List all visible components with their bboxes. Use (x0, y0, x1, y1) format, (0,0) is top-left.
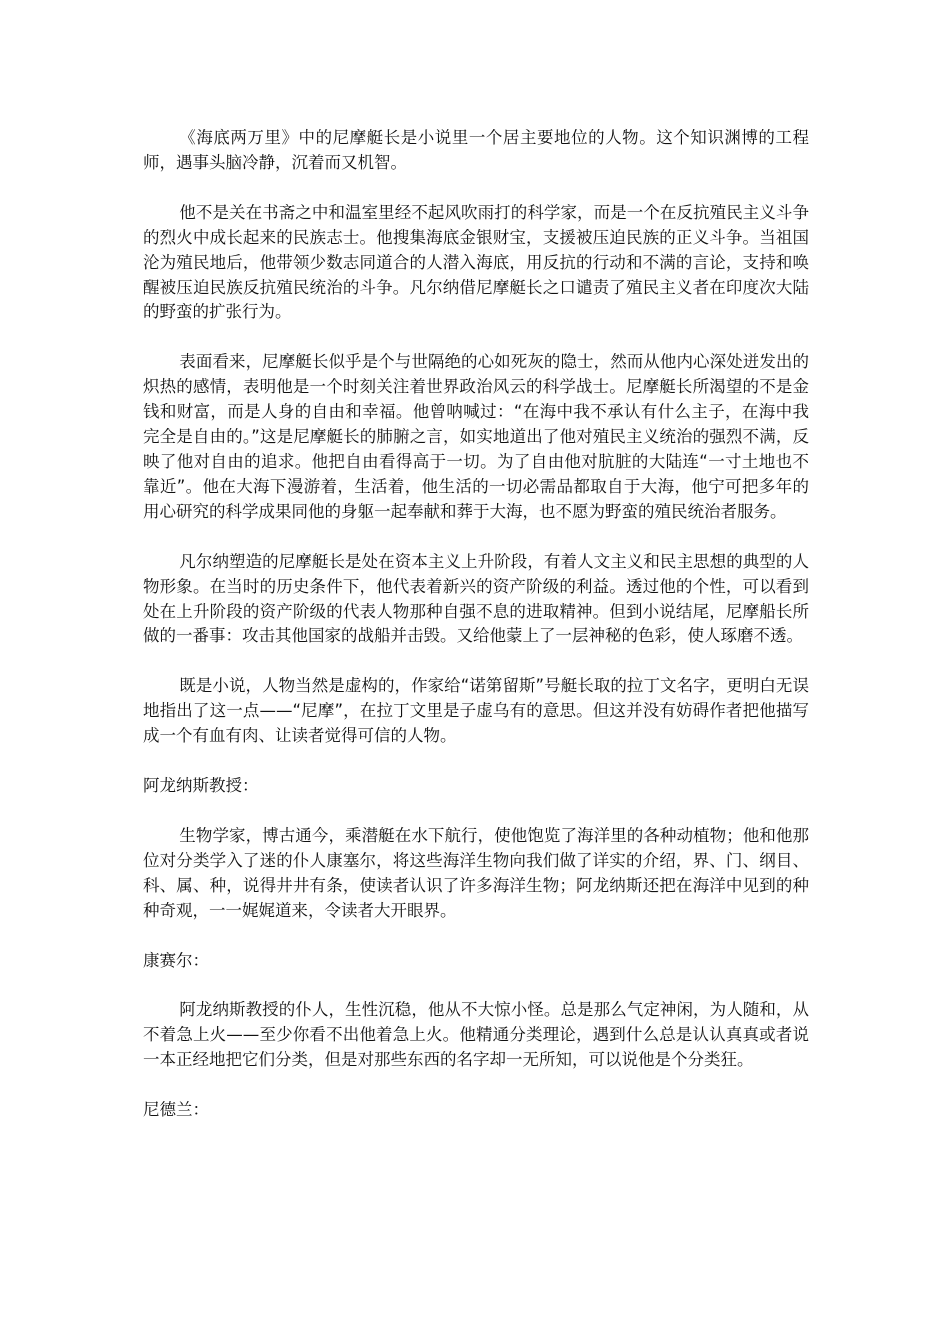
document-body (143, 126, 809, 1148)
paragraph-aronnax: 生物学家，博古通今，乘潜艇在水下航行，使他饱览了海洋里的各种动植物；他和他那位对分类学入了迷的仆人康塞尔，将这些海洋生物向我们做了详实的介绍，界、门、纲目、科、属、种，说得井井有条，使读者认识了许多海洋生物；阿龙纳斯还把在海洋中见到的种种奇观，一一娓娓道来，令读者大开眼界。 (143, 825, 809, 920)
paragraph-nemo-intro: 《海底两万里》中的尼摩艇长是小说里一个居主要地位的人物。这个知识渊博的工程师，遇事头脑冷静，沉着而又机智。 (143, 128, 809, 172)
paragraph-nemo-fighter: 他不是关在书斋之中和温室里经不起风吹雨打的科学家，而是一个在反抗殖民主义斗争的烈火中成长起来的民族志士。他搜集海底金银财宝，支援被压迫民族的正义斗争。当祖国沦为殖民地后，他带领少数志同道合的人潜入海底，用反抗的行动和不满的言论，支持和唤醒被压迫民族反抗殖民统治的斗争。凡尔纳借尼摩艇长之口谴责了殖民主义者在印度次大陆的野蛮的扩张行为。 (143, 202, 809, 322)
heading-conseil: 康赛尔： (143, 950, 209, 970)
paragraph-conseil: 阿龙纳斯教授的仆人，生性沉稳，他从不大惊小怪。总是那么气定神闲，为人随和，从不着急上火——至少你看不出他着急上火。他精通分类理论，遇到什么总是认认真真或者说一本正经地把它们分类，但是对那些东西的名字却一无所知，可以说他是个分类狂。 (143, 1000, 809, 1070)
paragraph-nemo-name: 既是小说，人物当然是虚构的，作家给“诺第留斯”号艇长取的拉丁文名字，更明白无误地指出了这一点——“尼摩”，在拉丁文里是子虚乌有的意思。但这并没有妨碍作者把他描写成一个有血有肉、让读者觉得可信的人物。 (143, 676, 809, 746)
paragraph-nemo-freedom: 表面看来，尼摩艇长似乎是个与世隔绝的心如死灰的隐士，然而从他内心深处迸发出的炽热的感情，表明他是一个时刻关注着世界政治风云的科学战士。尼摩艇长所渴望的不是金钱和财富，而是人身的自由和幸福。他曾呐喊过：“在海中我不承认有什么主子，在海中我完全是自由的。”这是尼摩艇长的肺腑之言，如实地道出了他对殖民主义统治的强烈不满，反映了他对自由的追求。他把自由看得高于一切。为了自由他对肮脏的大陆连“一寸土地也不靠近”。他在大海下漫游着，生活着，他生活的一切必需品都取自于大海，他宁可把多年的用心研究的科学成果同他的身躯一起奉献和葬于大海，也不愿为野蛮的殖民统治者服务。 (143, 352, 809, 521)
paragraph-nemo-bourgeois: 凡尔纳塑造的尼摩艇长是处在资本主义上升阶段，有着人文主义和民主思想的典型的人物形象。在当时的历史条件下，他代表着新兴的资产阶级的利益。透过他的个性，可以看到处在上升阶段的资产阶级的代表人物那种自强不息的进取精神。但到小说结尾，尼摩船长所做的一番事：攻击其他国家的战船并击毁。又给他蒙上了一层神秘的色彩，使人琢磨不透。 (143, 551, 809, 646)
heading-ned: 尼德兰： (143, 1100, 209, 1120)
heading-aronnax: 阿龙纳斯教授： (143, 776, 259, 796)
